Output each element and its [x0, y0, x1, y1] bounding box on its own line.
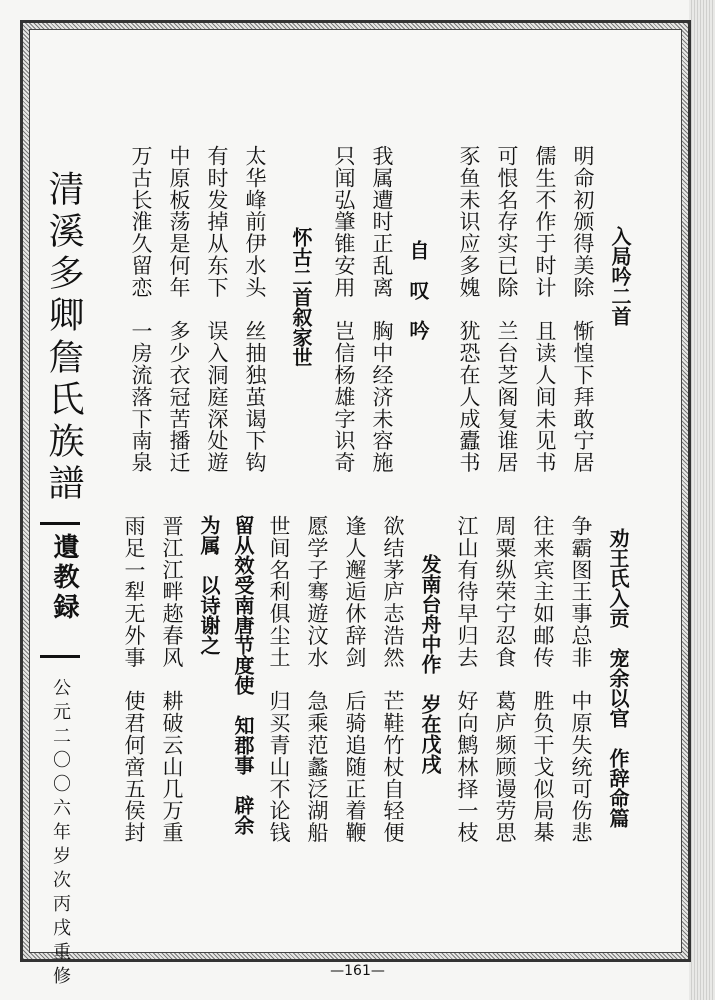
poem-line: 雨足一犁无外事 使君何啻五侯封 — [122, 515, 146, 844]
poem-title-cont: 为属 以诗谢之 — [197, 515, 221, 655]
page-number: —161— — [330, 963, 385, 979]
poem-line: 中原板荡是何年 多少衣冠苦播迁 — [167, 145, 191, 474]
poem-line: 我属遭时正乱离 胸中经济未容施 — [370, 145, 394, 474]
poem-line: 只闻弘肇锥安用 岂信杨雄字识奇 — [332, 145, 356, 474]
poem-line: 有时发掉从东下 误入洞庭深处遊 — [205, 145, 229, 474]
poem-title: 自 叹 吟 — [406, 240, 430, 340]
poem-line: 豕鱼未识应多媿 犹恐在人成蠹书 — [457, 145, 481, 474]
poem-line: 万古长淮久留恋 一房流落下南泉 — [129, 145, 153, 474]
poem-line: 可恨名存实已除 兰台芝阁复谁居 — [495, 145, 519, 474]
adjacent-page-edge — [689, 0, 715, 1000]
poem-line: 逢人邂逅休辞剑 后骑追随正着鞭 — [343, 515, 367, 844]
section-label: 遺教録 — [49, 533, 79, 623]
poem-line: 太华峰前伊水头 丝抽独茧谒下钩 — [243, 145, 267, 474]
poem-line: 争霸图王事总非 中原失统可伤悲 — [569, 515, 593, 844]
poem-line: 儒生不作于时计 且读人间未见书 — [533, 145, 557, 474]
poem-line: 欲结茅庐志浩然 芒鞋竹杖自轻便 — [381, 515, 405, 844]
poem-title: 劝王氏入贡 宠余以官 作辞命篇 — [606, 528, 630, 828]
edition-date: 公元二〇〇六年岁次丙戌重修 — [50, 678, 71, 990]
poem-title: 怀古二首叙家世 — [289, 227, 313, 367]
section-label-box — [40, 522, 80, 658]
poem-title: 留从效受南唐节度使 知郡事 辟余 — [231, 515, 255, 835]
poem-title: 发南台舟中作 岁在戊戌 — [418, 554, 442, 774]
poem-title: 入局吟二首 — [608, 226, 632, 326]
poem-line: 江山有待早归去 好向鹪林择一枝 — [455, 515, 479, 844]
book-title: 清溪多卿詹氏族譜 — [43, 170, 84, 506]
poem-line: 世间名利俱尘土 归买青山不论钱 — [267, 515, 291, 844]
poem-line: 晋江江畔趂春风 耕破云山几万重 — [160, 515, 184, 844]
poem-line: 往来宾主如邮传 胜负干戈似局棊 — [531, 515, 555, 844]
poem-line: 周粟纵荣宁忍食 葛庐频顾谩劳思 — [493, 515, 517, 844]
poem-line: 明命初颁得美除 惭惶下拜敢宁居 — [571, 145, 595, 474]
poem-line: 愿学子骞遊汶水 急乘范蠡泛湖船 — [305, 515, 329, 844]
